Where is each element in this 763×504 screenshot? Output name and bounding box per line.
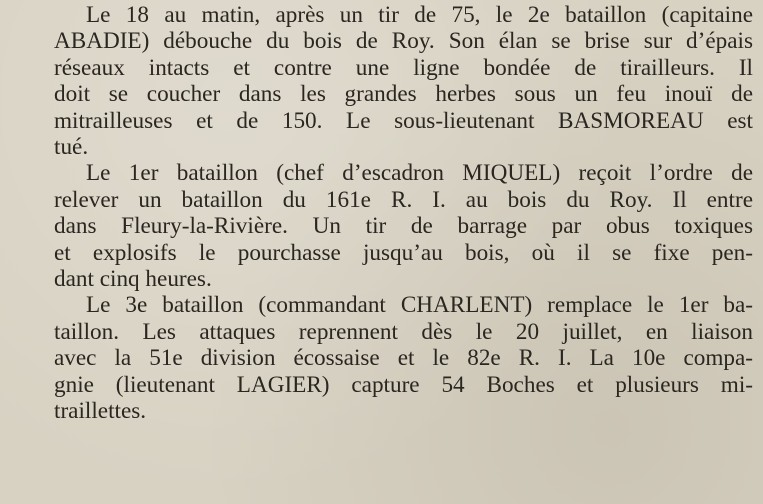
text-line: Le 18 au matin, après un tir de 75, le 2e bataillon (capitaine bbox=[86, 2, 753, 28]
text-line: mitrailleuses et de 150. Le sous-lieutenant BASMOREAU est bbox=[54, 107, 753, 134]
text-line: et explosifs le pourchasse jusqu’au bois, où il se fixe pen- bbox=[54, 239, 753, 266]
text-line: doit se coucher dans les grandes herbes sous un feu inouï de bbox=[54, 81, 753, 108]
text-line: dans Fleury-la-Rivière. Un tir de barrage par obus toxiques bbox=[54, 213, 753, 240]
text-line: avec la 51e division écossaise et le 82e R. I. La 10e compa- bbox=[54, 345, 753, 372]
text-line: traillettes. bbox=[54, 398, 147, 425]
text-line: réseaux intacts et contre une ligne bondée de tirailleurs. Il bbox=[54, 54, 753, 81]
paragraph-3e-bataillon bbox=[22, 292, 753, 424]
text-line: tué. bbox=[54, 134, 89, 161]
text-line: Le 3e bataillon (commandant CHARLENT) remplace le 1er ba- bbox=[86, 292, 753, 319]
text-line: Le 1er bataillon (chef d’escadron MIQUEL) reçoit l’ordre de bbox=[86, 160, 753, 187]
text-line: gnie (lieutenant LAGIER) capture 54 Boches et plusieurs mi- bbox=[54, 371, 753, 398]
text-line: relever un bataillon du 161e R. I. au bois du Roy. Il entre bbox=[54, 186, 753, 213]
text-line: ABADIE) débouche du bois de Roy. Son élan se brise sur d’épais bbox=[54, 28, 753, 55]
text-line: dant cinq heures. bbox=[54, 266, 212, 293]
paragraph-1er-bataillon bbox=[22, 160, 753, 292]
text-line: taillon. Les attaques reprennent dès le 20 juillet, en liaison bbox=[54, 318, 753, 345]
paragraph-2e-bataillon bbox=[22, 2, 753, 160]
